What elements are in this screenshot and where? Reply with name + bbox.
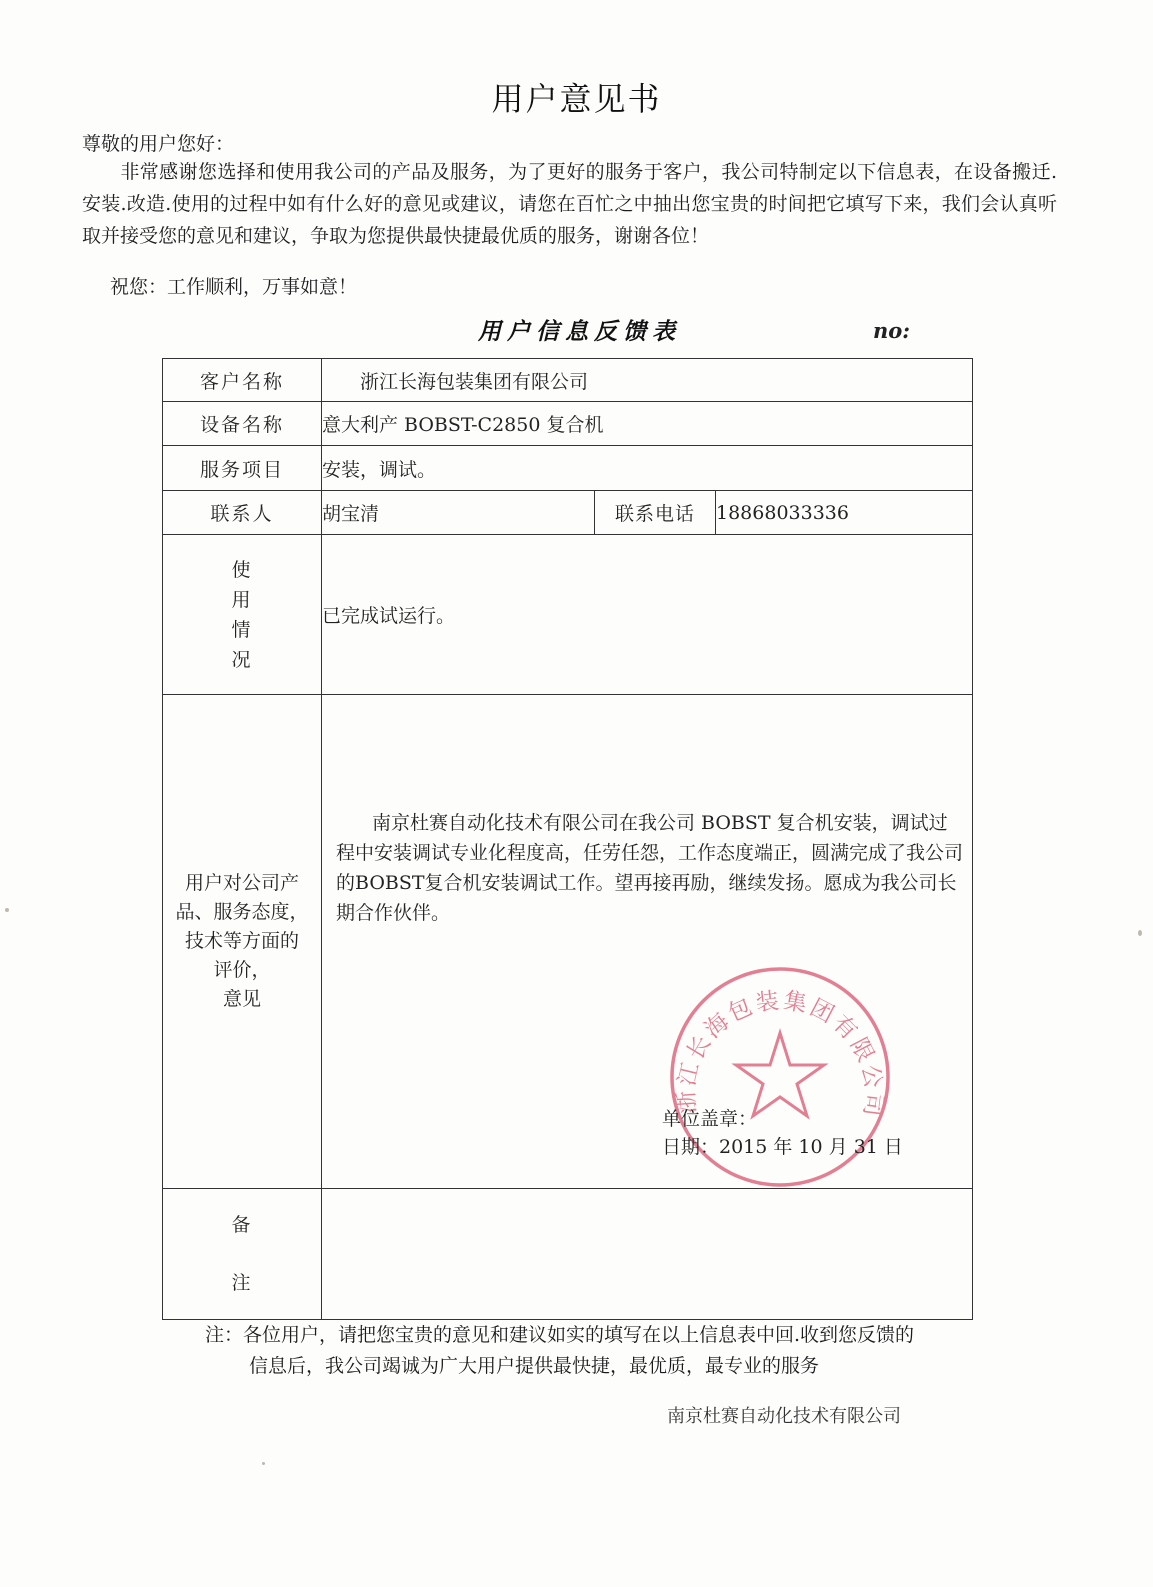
customer-value: 浙江长海包装集团有限公司 xyxy=(322,359,973,402)
service-value: 安装，调试。 xyxy=(322,446,973,491)
usage-label-char: 使 xyxy=(231,558,253,581)
company-name: 南京杜赛自动化技术有限公司 xyxy=(667,1406,901,1427)
form-title: 用户信息反馈表 xyxy=(478,318,681,345)
contact-value: 胡宝清 xyxy=(322,491,595,535)
scan-speck xyxy=(5,908,9,912)
wish-line: 祝您：工作顺利，万事如意！ xyxy=(110,276,358,298)
document-title: 用户意见书 xyxy=(491,80,662,118)
intro-text: 非常感谢您选择和使用我公司的产品及服务，为了更好的服务于客户，我公司特制定以下信息表，在设备搬迁.安装.改造.使用的过程中如有什么好的意见或建议，请您在百忙之中抽出您宝贵的时间把它填写下来，我们会认真听取并接受您的意见和建议，争取为您提供最快捷最优质的服务，谢谢各位！ xyxy=(82,161,1057,247)
eval-label-line: 技术等方面的 xyxy=(184,930,299,952)
note-line-2: 信息后，我公司竭诚为广大用户提供最快捷，最优质，最专业的服务 xyxy=(249,1355,820,1377)
stamp-text: 浙江长海包装集团有限公司 xyxy=(673,987,887,1121)
eval-label-line: 用户对公司产 xyxy=(184,872,299,894)
remark-label-char: 备 xyxy=(231,1214,253,1236)
eval-label-line: 意见 xyxy=(222,988,261,1010)
row-evaluation xyxy=(163,695,973,1189)
footer-note xyxy=(205,1320,1057,1382)
device-value: 意大利产 BOBST-C2850 复合机 xyxy=(322,402,973,446)
evaluation-value: 南京杜赛自动化技术有限公司在我公司 BOBST 复合机安装，调试过程中安装调试专业化程度高，任劳任怨，工作态度端正，圆满完成了我公司的BOBST复合机安装调试工作。望再接再励，继续发扬。愿成为我公司长期合作伙伴。 xyxy=(336,812,964,924)
row-device xyxy=(163,402,973,446)
usage-label-char: 情 xyxy=(231,618,253,641)
evaluation-cell xyxy=(322,695,973,1189)
remark-label-char: 注 xyxy=(231,1272,253,1294)
greeting: 尊敬的用户您好： xyxy=(82,133,235,155)
date-line: 日期：2015 年 10 月 31 日 xyxy=(662,1136,903,1158)
eval-label-line: 品、服务态度， xyxy=(175,901,309,923)
row-customer xyxy=(163,359,973,402)
usage-label xyxy=(163,535,322,695)
form-number-label: no: xyxy=(873,318,911,343)
phone-value: 18868033336 xyxy=(716,491,973,535)
usage-label-char: 况 xyxy=(231,648,253,671)
feedback-table xyxy=(162,358,973,1320)
remark-label xyxy=(163,1189,322,1320)
row-contact xyxy=(163,491,973,535)
row-usage xyxy=(163,535,973,695)
contact-label: 联系人 xyxy=(163,491,322,535)
scan-speck xyxy=(1138,930,1142,936)
note-line-1: 注：各位用户，请把您宝贵的意见和建议如实的填写在以上信息表中回.收到您反馈的 xyxy=(205,1324,915,1346)
usage-label-char: 用 xyxy=(231,588,253,611)
evaluation-label xyxy=(163,695,322,1189)
row-service xyxy=(163,446,973,491)
service-label: 服务项目 xyxy=(163,446,322,491)
customer-label: 客户名称 xyxy=(163,359,322,402)
scan-speck xyxy=(262,1462,265,1465)
remark-value xyxy=(322,1189,973,1320)
phone-label: 联系电话 xyxy=(595,491,716,535)
intro-paragraph xyxy=(82,156,1057,252)
seal-label: 单位盖章： xyxy=(662,1108,758,1130)
row-remark xyxy=(163,1189,973,1320)
eval-label-line: 评价， xyxy=(213,959,271,981)
evaluation-text xyxy=(336,808,966,928)
usage-value: 已完成试运行。 xyxy=(322,535,973,695)
device-label: 设备名称 xyxy=(163,402,322,446)
